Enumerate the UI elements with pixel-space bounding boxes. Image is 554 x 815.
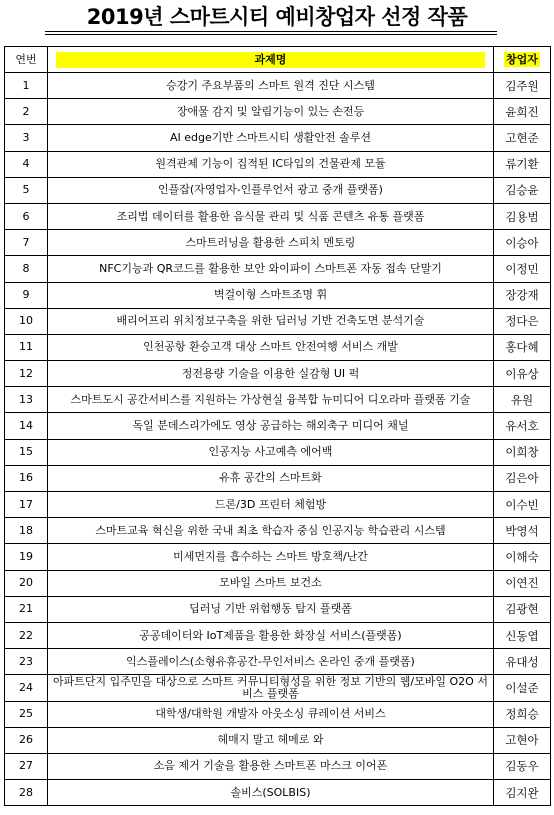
row-number: 13 xyxy=(5,387,48,413)
row-title: AI edge기반 스마트시티 생활안전 솔루션 xyxy=(48,125,494,151)
row-number: 6 xyxy=(5,203,48,229)
row-title: 드론/3D 프린터 체험방 xyxy=(48,492,494,518)
row-title: 스마트교육 혁신을 위한 국내 최초 학습자 중심 인공지능 학습관리 시스템 xyxy=(48,518,494,544)
row-founder: 박영석 xyxy=(494,518,551,544)
header-name-cell xyxy=(494,47,551,73)
table-row xyxy=(5,675,551,701)
row-founder: 류기환 xyxy=(494,151,551,177)
row-founder: 이정민 xyxy=(494,256,551,282)
title-underline-top xyxy=(45,31,497,32)
row-title: 아파트단지 입주민을 대상으로 스마트 커뮤니티형성을 위한 정보 기반의 웹/모바일 O2O 서비스 플랫폼 xyxy=(48,675,494,701)
row-founder: 유원 xyxy=(494,387,551,413)
row-number: 9 xyxy=(5,282,48,308)
row-title: 미세먼지를 흡수하는 스마트 방호책/난간 xyxy=(48,544,494,570)
row-number: 12 xyxy=(5,361,48,387)
row-number: 22 xyxy=(5,622,48,648)
table-row xyxy=(5,518,551,544)
table-header-row xyxy=(5,47,551,73)
row-founder: 이희창 xyxy=(494,439,551,465)
row-founder: 이설준 xyxy=(494,675,551,701)
row-title: 스마트러닝을 활용한 스피치 멘토링 xyxy=(48,230,494,256)
table-row xyxy=(5,753,551,779)
table-row xyxy=(5,282,551,308)
row-title: 독일 분데스리가에도 영상 공급하는 해외축구 미디어 채널 xyxy=(48,413,494,439)
row-title: 인플잡(자영업자-인플루언서 광고 중개 플랫폼) xyxy=(48,177,494,203)
row-founder: 신동엽 xyxy=(494,622,551,648)
header-title-cell xyxy=(48,47,494,73)
row-founder: 김은아 xyxy=(494,465,551,491)
row-founder: 이유상 xyxy=(494,361,551,387)
row-title: 익스플레이스(소형유휴공간-무인서비스 온라인 중개 플랫폼) xyxy=(48,649,494,675)
row-number: 21 xyxy=(5,596,48,622)
row-number: 5 xyxy=(5,177,48,203)
row-founder: 장강재 xyxy=(494,282,551,308)
row-title: 헤매지 말고 헤메로 와 xyxy=(48,727,494,753)
row-number: 10 xyxy=(5,308,48,334)
row-number: 28 xyxy=(5,780,48,806)
row-founder: 홍다혜 xyxy=(494,334,551,360)
row-number: 25 xyxy=(5,701,48,727)
row-number: 26 xyxy=(5,727,48,753)
header-name: 창업자 xyxy=(506,52,538,66)
table-row xyxy=(5,177,551,203)
row-number: 27 xyxy=(5,753,48,779)
row-number: 19 xyxy=(5,544,48,570)
row-title: 솔비스(SOLBIS) xyxy=(48,780,494,806)
row-number: 4 xyxy=(5,151,48,177)
row-title: 정전용량 기술을 이용한 실감형 UI 퍽 xyxy=(48,361,494,387)
row-number: 24 xyxy=(5,675,48,701)
row-title: NFC기능과 QR코드를 활용한 보안 와이파이 스마트폰 자동 접속 단말기 xyxy=(48,256,494,282)
table-row xyxy=(5,622,551,648)
table-row xyxy=(5,727,551,753)
row-founder: 유대성 xyxy=(494,649,551,675)
table-row xyxy=(5,99,551,125)
table-row xyxy=(5,387,551,413)
row-title: 인공지능 사고예측 에어백 xyxy=(48,439,494,465)
table-row xyxy=(5,125,551,151)
selection-table xyxy=(4,46,551,806)
row-founder: 김주원 xyxy=(494,73,551,99)
row-founder: 이수빈 xyxy=(494,492,551,518)
row-title: 모바일 스마트 보건소 xyxy=(48,570,494,596)
header-no: 연번 xyxy=(5,47,48,73)
row-number: 11 xyxy=(5,334,48,360)
row-founder: 김용범 xyxy=(494,203,551,229)
row-title: 소음 제거 기술을 활용한 스마트폰 마스크 이어폰 xyxy=(48,753,494,779)
table-row xyxy=(5,230,551,256)
row-title: 벽걸이형 스마트조명 휘 xyxy=(48,282,494,308)
row-number: 7 xyxy=(5,230,48,256)
row-founder: 윤희진 xyxy=(494,99,551,125)
row-title: 인천공항 환승고객 대상 스마트 안전여행 서비스 개발 xyxy=(48,334,494,360)
row-founder: 유서호 xyxy=(494,413,551,439)
table-row xyxy=(5,256,551,282)
row-title: 장애물 감지 및 알림기능이 있는 손전등 xyxy=(48,99,494,125)
table-row xyxy=(5,361,551,387)
page-title: 2019년 스마트시티 예비창업자 선정 작품 xyxy=(86,5,468,29)
row-founder: 김광현 xyxy=(494,596,551,622)
table-row xyxy=(5,649,551,675)
row-number: 2 xyxy=(5,99,48,125)
header-title: 과제명 xyxy=(56,52,485,68)
row-number: 16 xyxy=(5,465,48,491)
row-founder: 고현아 xyxy=(494,727,551,753)
row-title: 승강기 주요부품의 스마트 원격 진단 시스템 xyxy=(48,73,494,99)
table-row xyxy=(5,151,551,177)
row-title: 스마트도시 공간서비스를 지원하는 가상현실 융복합 뉴미디어 디오라마 플랫폼 기술 xyxy=(48,387,494,413)
row-founder: 정다은 xyxy=(494,308,551,334)
row-title: 유휴 공간의 스마트화 xyxy=(48,465,494,491)
row-number: 3 xyxy=(5,125,48,151)
row-founder: 김승윤 xyxy=(494,177,551,203)
table-row xyxy=(5,439,551,465)
row-number: 17 xyxy=(5,492,48,518)
table-row xyxy=(5,780,551,806)
table-row xyxy=(5,701,551,727)
row-number: 18 xyxy=(5,518,48,544)
table-row xyxy=(5,596,551,622)
row-number: 23 xyxy=(5,649,48,675)
table-row xyxy=(5,334,551,360)
table-row xyxy=(5,413,551,439)
row-title: 조리법 데이터를 활용한 음식물 관리 및 식품 콘텐츠 유통 플랫폼 xyxy=(48,203,494,229)
row-founder: 고현준 xyxy=(494,125,551,151)
row-number: 1 xyxy=(5,73,48,99)
row-number: 15 xyxy=(5,439,48,465)
row-founder: 이해숙 xyxy=(494,544,551,570)
row-title: 대학생/대학원 개발자 아웃소싱 큐레이션 서비스 xyxy=(48,701,494,727)
table-row xyxy=(5,544,551,570)
row-title: 배리어프리 위치정보구축을 위한 딥러닝 기반 건축도면 분석기술 xyxy=(48,308,494,334)
row-founder: 이승아 xyxy=(494,230,551,256)
table-row xyxy=(5,73,551,99)
table-row xyxy=(5,308,551,334)
row-number: 8 xyxy=(5,256,48,282)
row-number: 20 xyxy=(5,570,48,596)
table-row xyxy=(5,492,551,518)
title-underline-bottom xyxy=(45,34,497,35)
row-title: 원격관제 기능이 집적된 IC타입의 건물관제 모듈 xyxy=(48,151,494,177)
row-number: 14 xyxy=(5,413,48,439)
row-founder: 김동우 xyxy=(494,753,551,779)
row-founder: 정희승 xyxy=(494,701,551,727)
row-title: 딥러닝 기반 위험행동 탐지 플랫폼 xyxy=(48,596,494,622)
table-row xyxy=(5,570,551,596)
table-row xyxy=(5,203,551,229)
row-founder: 김지완 xyxy=(494,780,551,806)
row-title: 공공데이터와 IoT제품을 활용한 화장실 서비스(플랫폼) xyxy=(48,622,494,648)
row-founder: 이연진 xyxy=(494,570,551,596)
table-row xyxy=(5,465,551,491)
